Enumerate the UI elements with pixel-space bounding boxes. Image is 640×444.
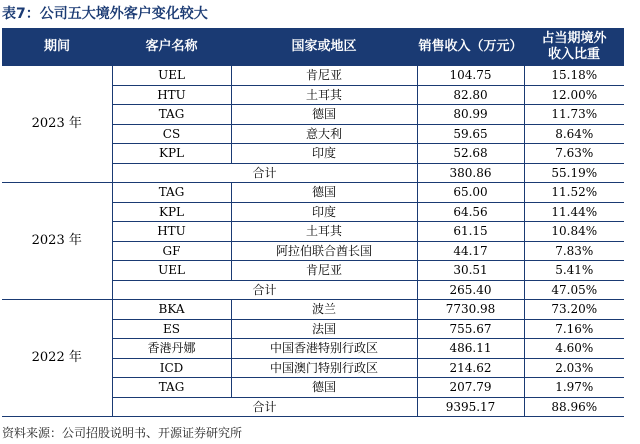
revenue-cell: 214.62: [417, 358, 524, 378]
revenue-cell: 104.75: [417, 66, 524, 85]
total-revenue: 9395.17: [417, 397, 524, 417]
customer-cell: UEL: [112, 66, 231, 85]
total-share: 47.05%: [524, 280, 624, 300]
revenue-cell: 755.67: [417, 319, 524, 339]
region-cell: 德国: [231, 105, 417, 125]
customer-cell: UEL: [112, 261, 231, 281]
share-cell: 12.00%: [524, 85, 624, 105]
customer-cell: ICD: [112, 358, 231, 378]
customer-cell: TAG: [112, 105, 231, 125]
share-cell: 73.20%: [524, 300, 624, 320]
share-cell: 8.64%: [524, 124, 624, 144]
header-customer: 客户名称: [112, 28, 231, 66]
region-cell: 波兰: [231, 300, 417, 320]
total-label: 合计: [112, 280, 417, 300]
share-cell: 10.84%: [524, 222, 624, 242]
region-cell: 土耳其: [231, 222, 417, 242]
revenue-cell: 52.68: [417, 144, 524, 164]
header-share: 占当期境外收入比重: [524, 28, 624, 66]
share-cell: 4.60%: [524, 339, 624, 359]
share-cell: 15.18%: [524, 66, 624, 85]
customer-cell: ES: [112, 319, 231, 339]
customer-table: [2, 28, 624, 417]
total-share: 88.96%: [524, 397, 624, 417]
revenue-cell: 486.11: [417, 339, 524, 359]
region-cell: 肯尼亚: [231, 66, 417, 85]
customer-cell: CS: [112, 124, 231, 144]
table-row: [2, 66, 624, 85]
table-row: [2, 183, 624, 203]
share-cell: 7.16%: [524, 319, 624, 339]
revenue-cell: 64.56: [417, 202, 524, 222]
header-period: 期间: [2, 28, 112, 66]
share-cell: 11.44%: [524, 202, 624, 222]
revenue-cell: 7730.98: [417, 300, 524, 320]
revenue-cell: 44.17: [417, 241, 524, 261]
total-revenue: 380.86: [417, 163, 524, 183]
total-revenue: 265.40: [417, 280, 524, 300]
customer-cell: BKA: [112, 300, 231, 320]
region-cell: 阿拉伯联合酋长国: [231, 241, 417, 261]
share-cell: 11.52%: [524, 183, 624, 203]
region-cell: 德国: [231, 183, 417, 203]
region-cell: 中国澳门特别行政区: [231, 358, 417, 378]
period-cell: 2023 年: [2, 66, 112, 183]
customer-cell: HTU: [112, 222, 231, 242]
customer-cell: KPL: [112, 144, 231, 164]
revenue-cell: 65.00: [417, 183, 524, 203]
customer-cell: HTU: [112, 85, 231, 105]
revenue-cell: 80.99: [417, 105, 524, 125]
table-body: [2, 66, 624, 417]
period-cell: 2023 年: [2, 183, 112, 300]
source-note: 资料来源：公司招股说明书、开源证券研究所: [2, 426, 243, 440]
customer-cell: TAG: [112, 378, 231, 398]
customer-cell: GF: [112, 241, 231, 261]
table-row: [2, 300, 624, 320]
table-header-row: [2, 28, 624, 66]
region-cell: 土耳其: [231, 85, 417, 105]
share-cell: 7.63%: [524, 144, 624, 164]
customer-cell: 香港丹娜: [112, 339, 231, 359]
customer-cell: TAG: [112, 183, 231, 203]
share-cell: 2.03%: [524, 358, 624, 378]
share-cell: 11.73%: [524, 105, 624, 125]
share-cell: 7.83%: [524, 241, 624, 261]
header-region: 国家或地区: [231, 28, 417, 66]
region-cell: 中国香港特别行政区: [231, 339, 417, 359]
region-cell: 德国: [231, 378, 417, 398]
total-label: 合计: [112, 163, 417, 183]
region-cell: 意大利: [231, 124, 417, 144]
share-cell: 1.97%: [524, 378, 624, 398]
revenue-cell: 82.80: [417, 85, 524, 105]
revenue-cell: 207.79: [417, 378, 524, 398]
period-cell: 2022 年: [2, 300, 112, 417]
revenue-cell: 61.15: [417, 222, 524, 242]
total-share: 55.19%: [524, 163, 624, 183]
share-cell: 5.41%: [524, 261, 624, 281]
table-caption: 表7：公司五大境外客户变化较大: [2, 6, 208, 22]
region-cell: 肯尼亚: [231, 261, 417, 281]
revenue-cell: 30.51: [417, 261, 524, 281]
region-cell: 法国: [231, 319, 417, 339]
revenue-cell: 59.65: [417, 124, 524, 144]
region-cell: 印度: [231, 202, 417, 222]
total-label: 合计: [112, 397, 417, 417]
header-revenue: 销售收入（万元）: [417, 28, 524, 66]
region-cell: 印度: [231, 144, 417, 164]
customer-cell: KPL: [112, 202, 231, 222]
